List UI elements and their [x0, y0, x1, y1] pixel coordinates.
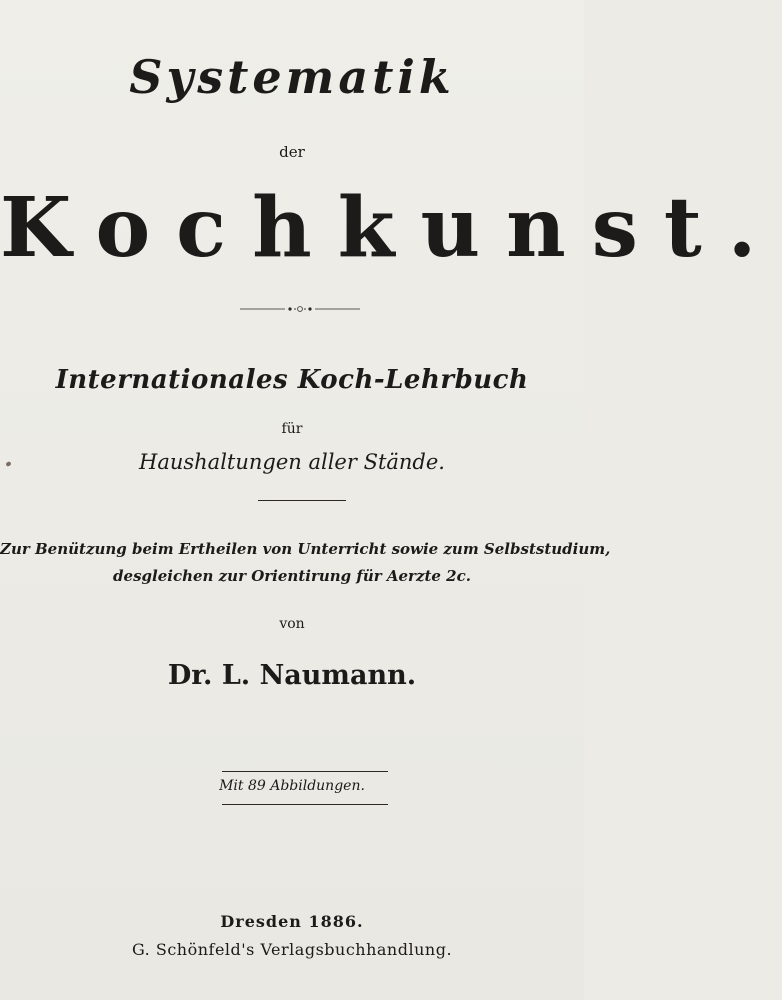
title-systematik: Systematik: [129, 50, 455, 104]
title-der: der: [279, 143, 305, 161]
subtitle-koch-lehrbuch: Internationales Koch-Lehrbuch: [55, 365, 529, 395]
illustrations-note: Mit 89 Abbildungen.: [219, 778, 365, 794]
subtitle-fuer: für: [281, 421, 303, 437]
imprint-place-year: Dresden 1886.: [220, 912, 364, 931]
ornament-divider: [240, 303, 360, 315]
illustrations-rule-top: [222, 771, 388, 772]
author-name: Dr. L. Naumann.: [167, 660, 417, 691]
description-line-2: desgleichen zur Orientirung für Aerzte 2c.: [113, 567, 471, 585]
illustrations-rule-bottom: [222, 804, 388, 805]
description-line-1: Zur Benützung beim Ertheilen von Unterricht sowie zum Selbststudium,: [0, 540, 611, 558]
divider-rule: [258, 500, 346, 501]
subtitle-haushaltungen: Haushaltungen aller Stände.: [139, 450, 445, 474]
imprint-publisher: G. Schönfeld's Verlagsbuchhandlung.: [131, 940, 453, 959]
title-kochkunst: Kochkunst.: [0, 180, 782, 276]
byline-von: von: [279, 616, 305, 632]
